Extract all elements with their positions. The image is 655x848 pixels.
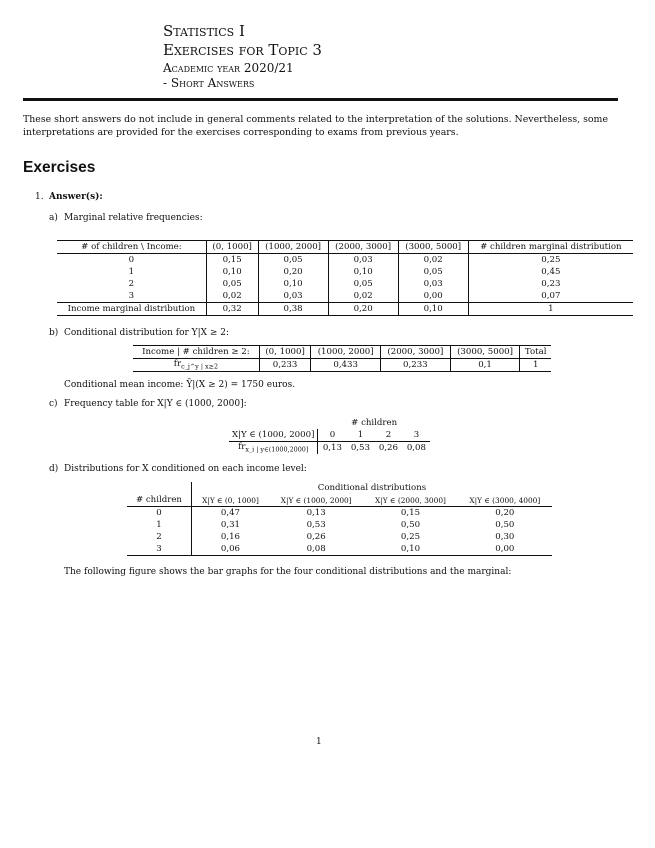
- section-title: Exercises: [23, 159, 96, 176]
- table-row: [133, 359, 551, 372]
- part-b-text: Conditional distribution for Y|X ≥ 2:: [64, 328, 230, 338]
- group-header: # children: [351, 418, 398, 428]
- table-cell: 0,05: [206, 278, 258, 290]
- table-cell: 0,20: [495, 508, 515, 518]
- table-header: (1000, 2000]: [258, 241, 328, 254]
- table-header: X|Y ∈ (0, 1000]: [202, 495, 259, 505]
- table-cell: 3: [127, 543, 191, 556]
- table-header: (2000, 3000]: [381, 346, 451, 359]
- table-cell: 0,00: [398, 290, 468, 303]
- table-cell: 0,20: [258, 266, 328, 278]
- table-cell: 0,233: [259, 359, 311, 372]
- header-rule: [23, 98, 618, 101]
- table-cell: 0,03: [398, 278, 468, 290]
- part-c-label: c): [49, 399, 58, 409]
- table-cell: 0,1: [450, 359, 520, 372]
- table-cell: 0,26: [306, 532, 326, 542]
- table-cell: 0,50: [400, 520, 421, 530]
- table-header: # of children \ Income:: [57, 241, 206, 254]
- table-cell: 0,26: [378, 443, 398, 453]
- table-cell: 1: [532, 360, 539, 370]
- conditional-distributions-table: [127, 482, 552, 556]
- table-cell: 0,00: [495, 544, 515, 554]
- table-cell: 3: [413, 430, 420, 440]
- table-cell: 0,15: [400, 508, 421, 518]
- table-cell: 0,03: [258, 290, 328, 303]
- table-header: # children marginal distribution: [480, 242, 622, 252]
- table-cell: 0,03: [328, 254, 398, 267]
- table-cell: 2: [385, 430, 392, 440]
- table-cell: 0,13: [322, 443, 342, 453]
- table-header: (2000, 3000]: [328, 241, 398, 254]
- closing-text: The following figure shows the bar graphs for the four conditional distributions and the marginal:: [64, 567, 512, 577]
- table-cell: 0,25: [400, 532, 421, 542]
- table-row: [127, 507, 552, 520]
- table-header: (1000, 2000]: [311, 346, 381, 359]
- table-cell: 0,45: [541, 267, 561, 277]
- part-d-label: d): [49, 464, 59, 474]
- part-a-label: a): [49, 213, 58, 223]
- table-cell: 0,05: [398, 266, 468, 278]
- table-cell: 0,13: [306, 508, 326, 518]
- table-cell: 0,433: [311, 359, 381, 372]
- table-cell: 0,15: [206, 254, 258, 267]
- table-cell: 0,10: [328, 266, 398, 278]
- table-cell: 0,20: [328, 303, 398, 316]
- table-row: [57, 254, 633, 267]
- exercise-label: Answer(s):: [49, 192, 103, 202]
- table-cell: 0,47: [220, 508, 241, 518]
- table-row: [127, 543, 552, 556]
- row-label: X|Y ∈ (1000, 2000]: [229, 429, 318, 442]
- table-cell: 0,08: [406, 443, 426, 453]
- table-cell: 0,25: [541, 255, 561, 265]
- table-cell: 0: [57, 254, 206, 267]
- academic-year: Academic year 2020/21: [163, 61, 294, 75]
- table-cell: 0,10: [206, 266, 258, 278]
- row-label: $fr_{x\_i | y\in(1000,2000]}$: [229, 442, 318, 455]
- conditional-y-table: [133, 345, 551, 372]
- table-header: X|Y ∈ (3000, 4000]: [469, 495, 541, 505]
- intro-paragraph: These short answers do not include in general comments related to the interpretation of the solutions. Nevertheless, some interpretations are provided for the exercises corresponding to exams from previous years.: [23, 114, 608, 138]
- table-cell: 0,16: [220, 532, 241, 542]
- table-cell: 0,10: [400, 544, 421, 554]
- table-cell: 1: [57, 266, 206, 278]
- table-cell: 0,05: [328, 278, 398, 290]
- table-cell: 0,02: [398, 254, 468, 267]
- table-cell: 0,10: [398, 303, 468, 316]
- table-cell: 0,50: [495, 520, 515, 530]
- table-cell: 1: [548, 304, 554, 314]
- table-header: (3000, 5000]: [398, 241, 468, 254]
- table-header: X|Y ∈ (1000, 2000]: [280, 495, 352, 505]
- table-cell: 0,06: [220, 544, 241, 554]
- table-cell: 0,02: [328, 290, 398, 303]
- table-cell: 2: [57, 278, 206, 290]
- table-cell: Income marginal distribution: [57, 303, 206, 316]
- marginal-table: [57, 240, 633, 316]
- table-header: (0, 1000]: [259, 346, 311, 359]
- table-cell: 0,07: [541, 291, 561, 301]
- table-row: [127, 519, 552, 531]
- part-d-text: Distributions for X conditioned on each income level:: [64, 464, 307, 474]
- table-cell: $fr_{c\_j\^{}y | x\ge 2}$: [133, 359, 259, 372]
- table-cell: 3: [57, 290, 206, 303]
- table-row: [57, 290, 633, 303]
- frequency-table-c: [229, 417, 430, 454]
- table-cell: 0,233: [381, 359, 451, 372]
- subtitle: - Short Answers: [163, 76, 255, 90]
- table-row: [127, 531, 552, 543]
- exercise-number: 1.: [35, 192, 44, 202]
- table-cell: 0,05: [258, 254, 328, 267]
- table-cell: 1: [357, 430, 364, 440]
- topic-title: Exercises for Topic 3: [163, 41, 322, 59]
- table-header: (0, 1000]: [206, 241, 258, 254]
- table-cell: 0,31: [220, 520, 241, 530]
- table-header: # children: [127, 494, 191, 507]
- table-cell: 2: [127, 531, 191, 543]
- table-cell: 0,38: [258, 303, 328, 316]
- table-cell: 0: [329, 430, 336, 440]
- conditional-mean-text: Conditional mean income: Ȳ|(X ≥ 2) = 1750 euros.: [64, 380, 296, 390]
- table-row: [57, 278, 633, 290]
- course-title: Statistics I: [163, 22, 245, 40]
- part-a-text: Marginal relative frequencies:: [64, 213, 203, 223]
- part-b-label: b): [49, 328, 59, 338]
- table-header: X|Y ∈ (2000, 3000]: [375, 495, 446, 505]
- group-header: Conditional distributions: [317, 483, 427, 493]
- part-c-text: Frequency table for X|Y ∈ (1000, 2000]:: [64, 399, 247, 409]
- page-number: 1: [316, 737, 322, 747]
- table-cell: 0,23: [541, 279, 561, 289]
- table-row: [57, 266, 633, 278]
- table-header: Total: [524, 347, 547, 357]
- table-header: Income | # children ≥ 2:: [133, 346, 259, 359]
- table-header: (3000, 5000]: [450, 346, 520, 359]
- table-cell: 0,08: [306, 544, 326, 554]
- table-cell: 0,32: [206, 303, 258, 316]
- table-cell: 0,53: [350, 443, 370, 453]
- table-cell: 0,10: [258, 278, 328, 290]
- table-cell: 1: [127, 519, 191, 531]
- table-cell: 0,02: [206, 290, 258, 303]
- table-row: [57, 303, 633, 316]
- table-cell: 0,30: [495, 532, 515, 542]
- table-cell: 0,53: [306, 520, 326, 530]
- table-cell: 0: [127, 507, 191, 520]
